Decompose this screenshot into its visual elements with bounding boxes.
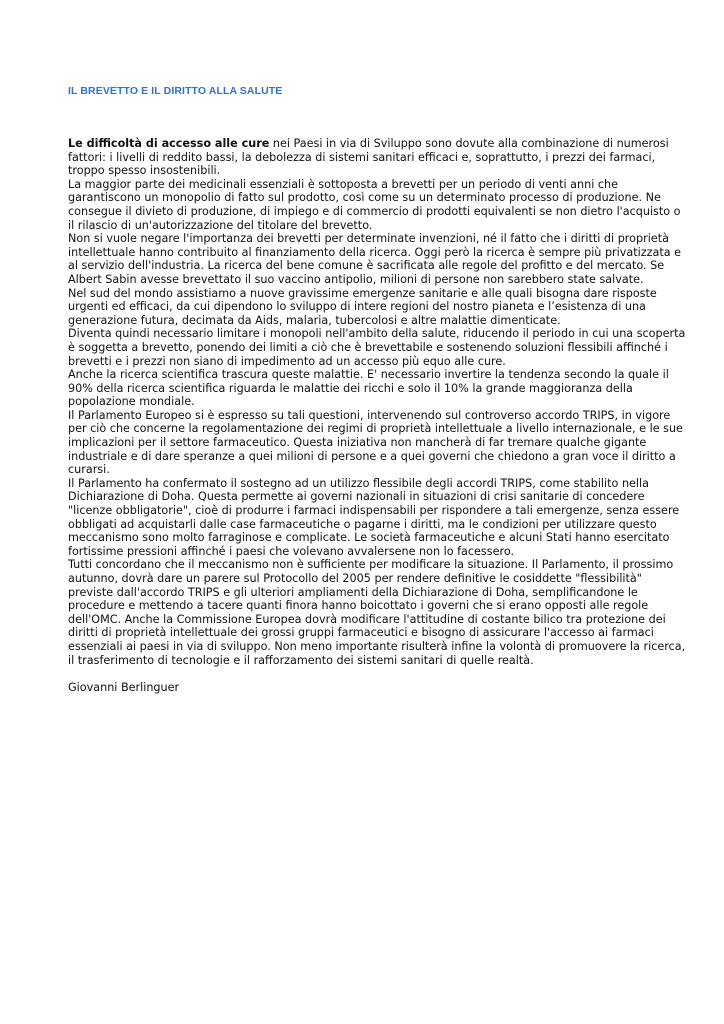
paragraph-9: Tutti concordano che il meccanismo non è sufficiente per modificare la situazione. Il Parlamento, il prossimo autunno, dovrà dare un parere sul Protocollo del 2005 per rendere definitive le cosiddette "flessibilità" previste dall'accordo TRIPS e gli ulteriori ampliamenti della Dichiarazione di Doha, semplificandone le procedure e mettendo a tacere quanti finora hanno boicottato i governi che si erano opposti alle regole dell'OMC. Anche la Commissione Europea dovrà modificare l'attitudine di costante bilico tra protezione dei diritti di proprietà intellettuale dei grossi gruppi farmaceutici e bisogno di assicurare l'accesso ai farmaci essenziali ai paesi in via di sviluppo. Non meno importante risulterà infine la volontà di promuovere la ricerca, il trasferimento di tecnologie e il rafforzamento dei sistemi sanitari di quelle realtà. — [68, 558, 686, 667]
paragraph-5: Diventa quindi necessario limitare i monopoli nell'ambito della salute, riducendo il periodo in cui una scoperta è soggetta a brevetto, ponendo dei limiti a ciò che è brevettabile e sostenendo soluzioni flessibili affinché i brevetti e i prezzi non siano di impedimento ad un accesso più equo alle cure. — [68, 327, 686, 368]
paragraph-1-text: nei Paesi in via di Sviluppo sono dovute alla combinazione di numerosi fattori: i livelli di reddito bassi, la debolezza di sistemi sanitari efficaci e, soprattutto, i prezzi dei farmaci, troppo spesso insostenibili. — [68, 137, 669, 178]
paragraph-3: Non si vuole negare l'importanza dei brevetti per determinate invenzioni, né il fatto che i diritti di proprietà intellettuale hanno contribuito al finanziamento della ricerca. Oggi però la ricerca è sempre più privatizzata e al servizio dell'industria. La ricerca del bene comune è sacrificata alle regole del profitto e del mercato. Se Albert Sabin avesse brevettato il suo vaccino antipolio, milioni di persone non sarebbero state salvate. — [68, 232, 682, 286]
paragraph-6: Anche la ricerca scientifica trascura queste malattie. E' necessario invertire la tendenza secondo la quale il 90% della ricerca scientifica riguarda le malattie dei ricchi e solo il 10% la grande maggioranza della popolazione mondiale. — [68, 368, 669, 409]
paragraph-7: Il Parlamento Europeo si è espresso su tali questioni, intervenendo sul controverso accordo TRIPS, in vigore per ciò che concerne la regolamentazione dei regimi di proprietà intellettuale a livello internazionale, e le sue implicazioni per il settore farmaceutico. Questa iniziativa non mancherà di far tremare qualche gigante industriale e di dare speranze a quei milioni di persone e a quei governi che chiedono a gran voce il diritto a curarsi. — [68, 408, 683, 477]
document-title: IL BREVETTO E IL DIRITTO ALLA SALUTE — [68, 85, 283, 97]
article-body — [68, 137, 688, 694]
paragraph-4: Nel sud del mondo assistiamo a nuove gravissime emergenze sanitarie e alle quali bisogna dare risposte urgenti ed efficaci, da cui dipendono lo sviluppo di intere regioni del nostro pianeta e l’esistenza di una generazione futura, decimata da Aids, malaria, tubercolosi e altre malattie dimenticate. — [68, 286, 657, 327]
lead-bold-phrase: Le difficoltà di accesso alle cure — [68, 137, 270, 150]
author-signature: Giovanni Berlinguer — [68, 680, 180, 694]
paragraph-1 — [68, 137, 688, 178]
paragraph-2: La maggior parte dei medicinali essenziali è sottoposta a brevetti per un periodo di venti anni che garantiscono un monopolio di fatto sul prodotto, così come su un determinato processo di produzione. Ne consegue il divieto di produzione, di impiego e di commercio di prodotti equivalenti se non dietro l'acquisto o il rilascio di un'autorizzazione del titolare del brevetto. — [68, 177, 681, 232]
paragraph-8: Il Parlamento ha confermato il sostegno ad un utilizzo flessibile degli accordi TRIPS, come stabilito nella Dichiarazione di Doha. Questa permette ai governi nazionali in situazioni di crisi sanitarie di concedere "licenze obbligatorie", cioè di produrre i farmaci indispensabili per rispondere a tali emergenze, senza essere obbligati ad acquistarli dalle case farmaceutiche o pagarne i diritti, ma le condizioni per utilizzare questo meccanismo sono molto farraginose e complicate. Le società farmaceutiche e alcuni Stati hanno esercitato fortissime pressioni affinché i paesi che volevano avvalersene non lo facessero. — [68, 476, 680, 558]
